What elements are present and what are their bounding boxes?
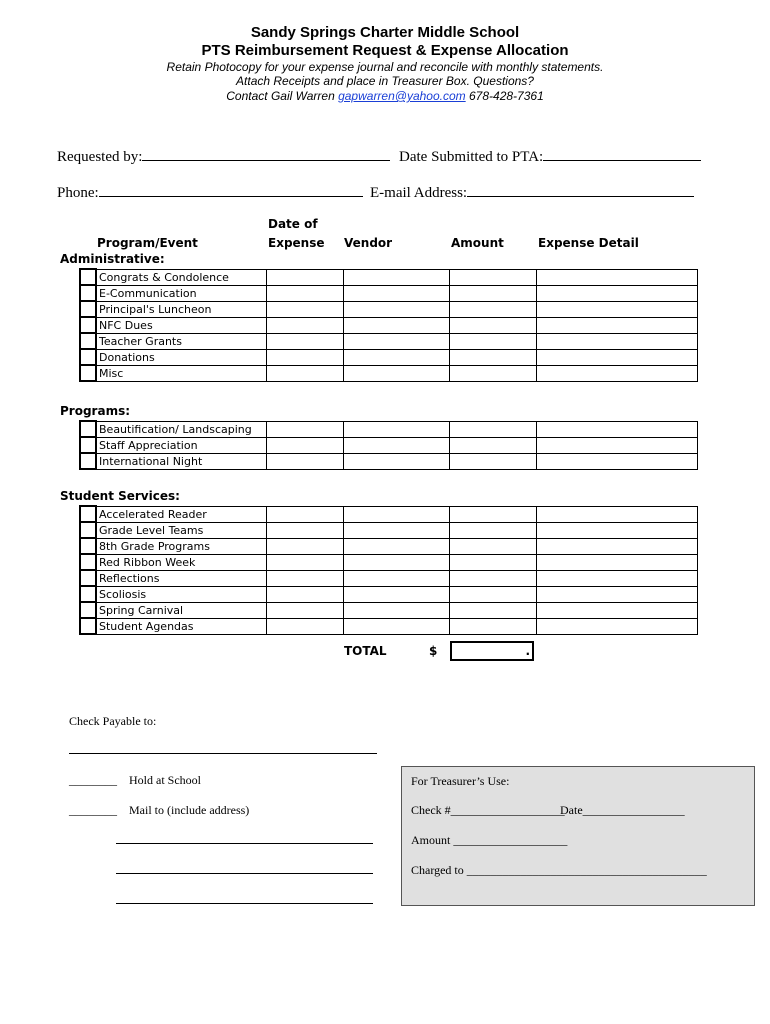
treasurer-date-field[interactable]: Date_________________ [560,803,685,817]
vendor-cell[interactable] [343,269,449,285]
vendor-cell[interactable] [343,538,449,554]
row-checkbox[interactable] [80,333,96,349]
instruction-line-1: Retain Photocopy for your expense journal and reconcile with monthly statements. [166,60,604,74]
row-label: E-Communication [96,285,266,301]
table-row [80,522,697,538]
payee-line[interactable] [69,753,377,754]
vendor-cell[interactable] [343,570,449,586]
vendor-cell[interactable] [343,522,449,538]
detail-cell[interactable] [536,285,697,301]
treasurer-charged-field[interactable]: Charged to ________________________________________ [411,863,707,877]
date-cell[interactable] [266,317,343,333]
row-label: Grade Level Teams [96,522,266,538]
table-row [80,333,697,349]
amount-cell[interactable] [449,618,536,634]
vendor-cell[interactable] [343,554,449,570]
amount-cell[interactable] [449,317,536,333]
table-row [80,285,697,301]
phone-label: Phone: [57,185,99,201]
column-header-vendor: Vendor [344,236,393,250]
address-line-1[interactable] [116,843,373,844]
amount-cell[interactable] [449,586,536,602]
address-line-2[interactable] [116,873,373,874]
treasurer-use-box [401,766,755,906]
section-student-services-title: Student Services: [60,489,180,503]
email-field[interactable] [467,182,694,197]
column-header-detail: Expense Detail [538,236,639,250]
row-label: Accelerated Reader [96,506,266,522]
address-line-3[interactable] [116,903,373,904]
requested-by-field[interactable] [142,146,390,161]
row-label: Donations [96,349,266,365]
row-checkbox[interactable] [80,317,96,333]
programs-table [79,420,698,470]
row-label: Beautification/ Landscaping [96,421,266,437]
date-cell[interactable] [266,301,343,317]
detail-cell[interactable] [536,618,697,634]
date-submitted-field[interactable] [543,146,701,161]
amount-cell[interactable] [449,301,536,317]
amount-cell[interactable] [449,570,536,586]
column-header-amount: Amount [451,236,504,250]
table-row [80,570,697,586]
column-header-date-1: Date of [268,217,318,231]
amount-cell[interactable] [449,285,536,301]
form-title: PTS Reimbursement Request & Expense Allocation [201,42,569,59]
table-row [80,554,697,570]
detail-cell[interactable] [536,586,697,602]
column-header-date-2: Expense [268,236,325,250]
section-programs-title: Programs: [60,404,131,418]
section-administrative-title: Administrative: [60,252,165,266]
row-label: Teacher Grants [96,333,266,349]
row-checkbox[interactable] [80,365,96,381]
table-row [80,437,697,453]
mail-to-option[interactable] [69,803,249,818]
date-cell[interactable] [266,421,343,437]
phone-row [57,182,363,202]
row-checkbox[interactable] [80,586,96,602]
date-cell[interactable] [266,333,343,349]
treasurer-title: For Treasurer’s Use: [411,774,510,788]
table-row [80,421,697,437]
requested-by-row [57,146,390,166]
vendor-cell[interactable] [343,618,449,634]
check-payable-label: Check Payable to: [69,714,157,728]
detail-cell[interactable] [536,538,697,554]
vendor-cell[interactable] [343,437,449,453]
row-checkbox[interactable] [80,301,96,317]
vendor-cell[interactable] [343,421,449,437]
amount-cell[interactable] [449,538,536,554]
treasurer-check-field[interactable]: Check #___________________ [411,803,565,817]
contact-prefix: Contact Gail Warren [226,89,339,103]
total-currency: $ [429,644,438,658]
contact-line [0,89,770,103]
vendor-cell[interactable] [343,506,449,522]
amount-cell[interactable] [449,453,536,469]
detail-cell[interactable] [536,421,697,437]
row-checkbox[interactable] [80,437,96,453]
row-label: NFC Dues [96,317,266,333]
amount-cell[interactable] [449,349,536,365]
instruction-line-2: Attach Receipts and place in Treasurer Box. Questions? [236,74,534,88]
total-amount-field[interactable]: . [450,641,534,661]
row-checkbox[interactable] [80,506,96,522]
row-checkbox[interactable] [80,269,96,285]
row-label: International Night [96,453,266,469]
amount-cell[interactable] [449,365,536,381]
table-row [80,317,697,333]
detail-cell[interactable] [536,506,697,522]
row-label: Misc [96,365,266,381]
row-checkbox[interactable] [80,421,96,437]
vendor-cell[interactable] [343,301,449,317]
detail-cell[interactable] [536,453,697,469]
hold-at-school-option[interactable] [69,773,201,788]
date-cell[interactable] [266,349,343,365]
row-label: Red Ribbon Week [96,554,266,570]
detail-cell[interactable] [536,301,697,317]
vendor-cell[interactable] [343,317,449,333]
date-cell[interactable] [266,602,343,618]
date-submitted-row [399,146,701,166]
email-row [370,182,694,202]
table-row [80,538,697,554]
detail-cell[interactable] [536,522,697,538]
detail-cell[interactable] [536,333,697,349]
date-cell[interactable] [266,570,343,586]
table-row [80,602,697,618]
table-row [80,365,697,381]
row-checkbox[interactable] [80,538,96,554]
amount-cell[interactable] [449,421,536,437]
vendor-cell[interactable] [343,453,449,469]
date-cell[interactable] [266,618,343,634]
detail-cell[interactable] [536,554,697,570]
detail-cell[interactable] [536,437,697,453]
detail-cell[interactable] [536,602,697,618]
row-label: Congrats & Condolence [96,269,266,285]
date-cell[interactable] [266,506,343,522]
amount-cell[interactable] [449,522,536,538]
vendor-cell[interactable] [343,285,449,301]
table-row [80,618,697,634]
detail-cell[interactable] [536,365,697,381]
row-checkbox[interactable] [80,570,96,586]
student-services-table [79,505,698,635]
row-checkbox[interactable] [80,285,96,301]
table-row [80,506,697,522]
vendor-cell[interactable] [343,365,449,381]
contact-email-link[interactable]: gapwarren@yahoo.com [338,89,466,103]
date-cell[interactable] [266,365,343,381]
date-cell[interactable] [266,437,343,453]
date-submitted-label: Date Submitted to PTA: [399,149,544,165]
detail-cell[interactable] [536,269,697,285]
date-cell[interactable] [266,453,343,469]
amount-cell[interactable] [449,333,536,349]
row-label: Student Agendas [96,618,266,634]
vendor-cell[interactable] [343,333,449,349]
total-label: TOTAL [344,644,387,658]
row-label: 8th Grade Programs [96,538,266,554]
date-cell[interactable] [266,538,343,554]
amount-cell[interactable] [449,554,536,570]
row-label: Scoliosis [96,586,266,602]
row-label: Staff Appreciation [96,437,266,453]
row-checkbox[interactable] [80,554,96,570]
row-checkbox[interactable] [80,618,96,634]
school-name: Sandy Springs Charter Middle School [250,24,520,41]
hold-blank: ________ [69,773,117,787]
mail-label: Mail to (include address) [129,803,250,817]
requested-by-label: Requested by: [57,149,143,165]
vendor-cell[interactable] [343,349,449,365]
vendor-cell[interactable] [343,586,449,602]
row-label: Reflections [96,570,266,586]
table-row [80,301,697,317]
row-label: Spring Carnival [96,602,266,618]
row-label: Principal's Luncheon [96,301,266,317]
detail-cell[interactable] [536,570,697,586]
date-cell[interactable] [266,285,343,301]
row-checkbox[interactable] [80,453,96,469]
table-row [80,586,697,602]
table-row [80,349,697,365]
amount-cell[interactable] [449,437,536,453]
contact-phone: 678-428-7361 [465,89,544,103]
mail-blank: ________ [69,803,117,817]
phone-field[interactable] [99,182,363,197]
detail-cell[interactable] [536,317,697,333]
table-row [80,453,697,469]
amount-cell[interactable] [449,506,536,522]
vendor-cell[interactable] [343,602,449,618]
row-checkbox[interactable] [80,602,96,618]
email-label: E-mail Address: [370,185,468,201]
date-cell[interactable] [266,554,343,570]
hold-label: Hold at School [129,773,201,787]
amount-cell[interactable] [449,269,536,285]
date-cell[interactable] [266,269,343,285]
detail-cell[interactable] [536,349,697,365]
date-cell[interactable] [266,586,343,602]
treasurer-amount-field[interactable]: Amount ___________________ [411,833,568,847]
row-checkbox[interactable] [80,522,96,538]
administrative-table [79,268,698,382]
row-checkbox[interactable] [80,349,96,365]
date-cell[interactable] [266,522,343,538]
amount-cell[interactable] [449,602,536,618]
table-row [80,269,697,285]
column-header-program: Program/Event [97,236,198,250]
